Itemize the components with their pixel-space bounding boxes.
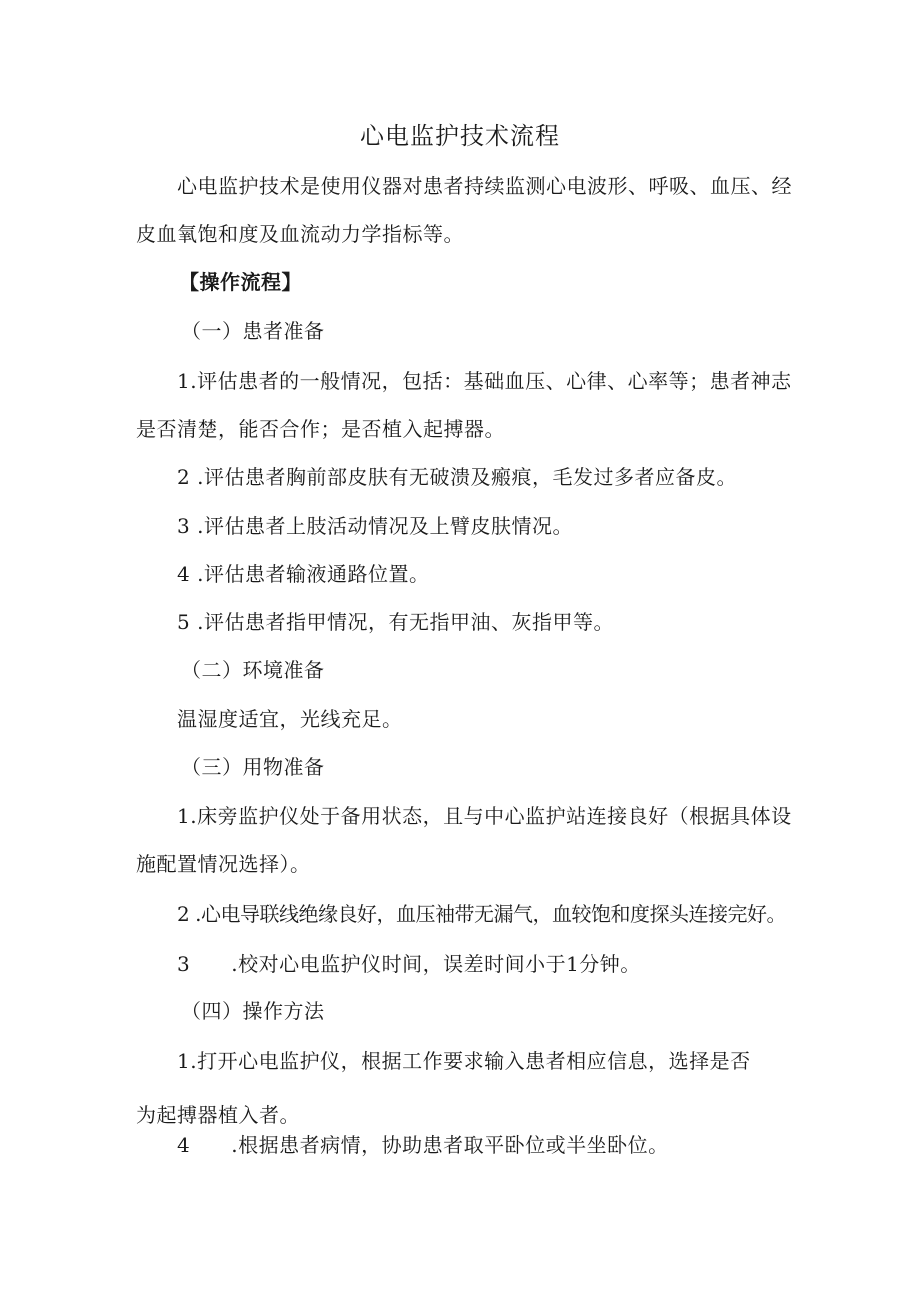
part2-text: 温湿度适宜，光线充足。 [177,707,403,731]
part3-heading: （三）用物准备 [181,755,325,779]
part1-item5: 5 .评估患者指甲情况，有无指甲油、灰指甲等。 [177,610,614,634]
part1-item2: 2 .评估患者胸前部皮肤有无破溃及瘢痕，毛发过多者应备皮。 [177,465,737,489]
part2-heading: （二）环境准备 [181,658,325,682]
part4-heading: （四）操作方法 [181,999,325,1023]
part1-item4: 4 .评估患者输液通路位置。 [177,562,430,586]
part1-item3: 3 .评估患者上肢活动情况及上臂皮肤情况。 [177,514,573,538]
section-heading: 【操作流程】 [179,270,302,294]
part1-item1-line2: 是否清楚，能否合作；是否植入起搏器。 [136,417,505,441]
part3-item2: 2 .心电导联线绝缘良好，血压袖带无漏气，血较饱和度探头连接完好。 [177,902,786,926]
part1-item1-line1: 1.评估患者的一般情况，包括：基础血压、心律、心率等；患者神志 [177,369,792,393]
document-title: 心电监护技术流程 [360,122,560,150]
part4-item1-line2: 为起搏器植入者。 [136,1103,300,1127]
part4-item4: 4 .根据患者病情，协助患者取平卧位或半坐卧位。 [177,1133,669,1157]
part3-item1-line1: 1.床旁监护仪处于备用状态，且与中心监护站连接良好（根据具体设 [177,804,792,828]
part1-heading: （一）患者准备 [181,319,325,343]
intro-line-2: 皮血氧饱和度及血流动力学指标等。 [136,222,464,246]
part4-item1-line1: 1.打开心电监护仪，根据工作要求输入患者相应信息，选择是否 [177,1049,751,1073]
intro-line-1: 心电监护技术是使用仪器对患者持续监测心电波形、呼吸、血压、经 [177,174,792,198]
part3-item1-line2: 施配置情况选择）。 [136,852,311,876]
part3-item3: 3 .校对心电监护仪时间，误差时间小于1分钟。 [177,952,641,976]
